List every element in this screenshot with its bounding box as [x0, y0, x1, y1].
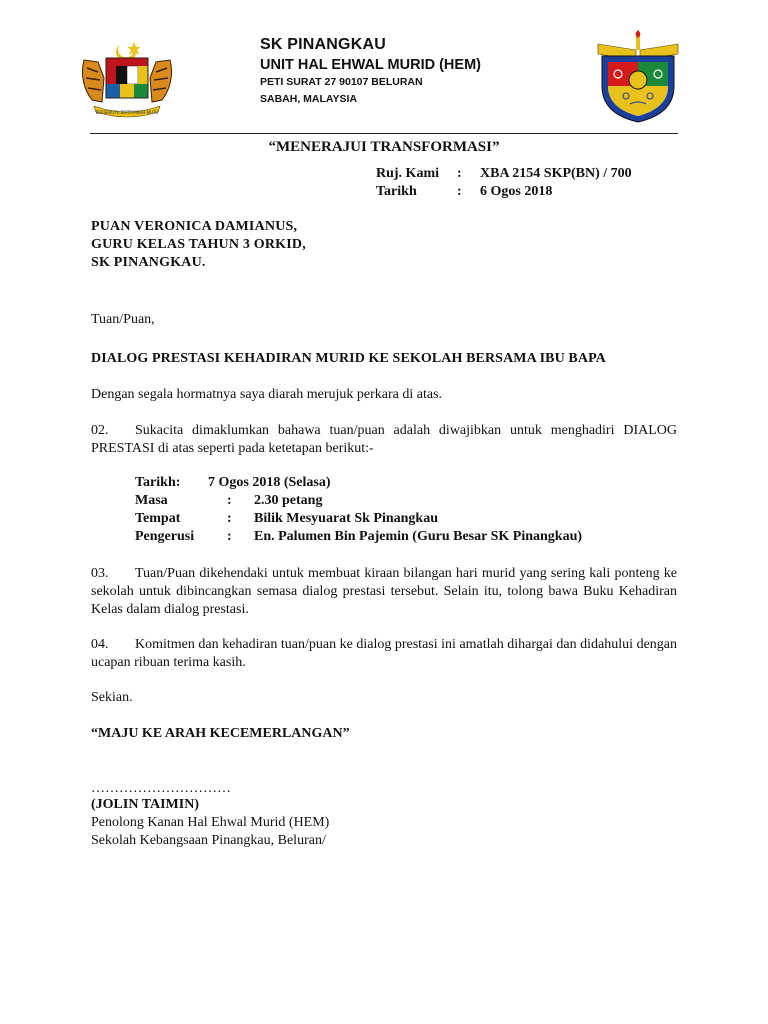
paragraph-text: Sukacita dimaklumkan bahawa tuan/puan adalah diwajibkan untuk menghadiri DIALOG PRESTASI di atas seperti pada ketetapan berikut:- — [91, 423, 677, 456]
salutation: Tuan/Puan, — [91, 312, 155, 327]
detail-value-tarikh: 7 Ogos 2018 (Selasa) — [208, 475, 331, 490]
recipient-line: PUAN VERONICA DAMIANUS, — [91, 219, 298, 234]
paragraph-04 — [91, 636, 677, 672]
malaysia-coat-of-arms-logo — [78, 38, 176, 118]
detail-label-tempat: Tempat — [135, 511, 181, 526]
reference-number: XBA 2154 SKP(BN) / 700 — [480, 166, 632, 181]
letter-subject: DIALOG PRESTASI KEHADIRAN MURID KE SEKOLAH BERSAMA IBU BAPA — [91, 351, 606, 366]
paragraph-text: Komitmen dan kehadiran tuan/puan ke dialog prestasi ini amatlah dihargai dan didahului dengan ucapan ribuan terima kasih. — [91, 637, 677, 670]
address-line-1: PETI SURAT 27 90107 BELURAN — [260, 76, 423, 88]
detail-value-pengerusi: En. Palumen Bin Pajemin (Guru Besar SK Pinangkau) — [254, 529, 583, 544]
detail-label-tarikh: Tarikh: — [135, 475, 181, 490]
address-line-2: SABAH, MALAYSIA — [260, 93, 358, 105]
detail-value-masa: 2.30 petang — [254, 493, 323, 508]
detail-label-pengerusi: Pengerusi — [135, 529, 195, 544]
detail-label-masa: Masa — [135, 493, 168, 508]
detail-separator: : — [227, 529, 232, 544]
detail-separator: : — [227, 493, 232, 508]
detail-value-tempat: Bilik Mesyuarat Sk Pinangkau — [254, 511, 438, 526]
signatory-organization: Sekolah Kebangsaan Pinangkau, Beluran/ — [91, 833, 326, 848]
signature-line: ………………………… — [91, 781, 231, 796]
closing-slogan: “MAJU KE ARAH KECEMERLANGAN” — [91, 726, 350, 741]
signatory-name: (JOLIN TAIMIN) — [91, 797, 199, 812]
paragraph-03 — [91, 565, 677, 619]
intro-paragraph: Dengan segala hormatnya saya diarah merujuk perkara di atas. — [91, 387, 443, 402]
paragraph-number: 02. — [91, 423, 109, 438]
letter-date: 6 Ogos 2018 — [480, 184, 553, 199]
recipient-line: SK PINANGKAU. — [91, 255, 206, 270]
reference-separator: : — [457, 166, 462, 181]
recipient-line: GURU KELAS TAHUN 3 ORKID, — [91, 237, 306, 252]
motto: “MENERAJUI TRANSFORMASI” — [268, 139, 500, 155]
paragraph-number: 04. — [91, 637, 109, 652]
paragraph-text: Tuan/Puan dikehendaki untuk membuat kiraan bilangan hari murid yang sering kali ponteng ke sekolah untuk dibincangkan semasa dialog prestasi tersebut. Selain itu, tolong bawa Buku Kehadiran Kelas dalam dialog prestasi. — [91, 566, 677, 617]
date-separator: : — [457, 184, 462, 199]
closing: Sekian. — [91, 690, 133, 705]
reference-label: Ruj. Kami — [376, 166, 439, 181]
school-name: SK PINANGKAU — [260, 36, 386, 53]
school-crest-logo — [592, 30, 684, 124]
signatory-title: Penolong Kanan Hal Ehwal Murid (HEM) — [91, 815, 330, 830]
paragraph-number: 03. — [91, 566, 109, 581]
paragraph-02 — [91, 422, 677, 458]
detail-separator: : — [227, 511, 232, 526]
date-label: Tarikh — [376, 184, 417, 199]
svg-text:BERSEKUTU BERTAMBAH MUTU: BERSEKUTU BERTAMBAH MUTU — [95, 110, 159, 115]
unit-name: UNIT HAL EHWAL MURID (HEM) — [260, 57, 481, 73]
header-divider — [90, 133, 678, 134]
